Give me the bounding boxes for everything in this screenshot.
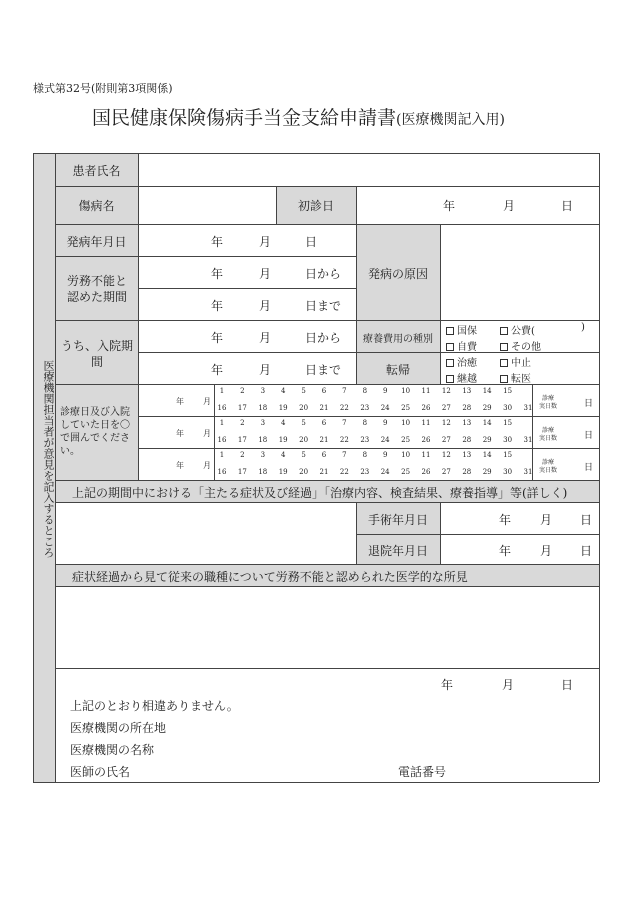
day-number[interactable]: 28 [462,468,472,476]
day-number[interactable]: 8 [362,419,368,427]
day-number[interactable]: 31 [523,468,533,476]
actual-days-label: 実日数 [539,435,558,442]
first-visit-label: 初診日 [297,199,334,213]
day-number[interactable]: 12 [441,387,451,395]
day-number[interactable]: 22 [339,468,349,476]
day-number[interactable]: 15 [503,419,513,427]
day-number[interactable]: 8 [362,387,368,395]
actual-days-label: 実日数 [539,403,558,410]
cost-kokuho-option[interactable] [446,322,477,337]
cause-field[interactable] [441,225,598,319]
work-from-month[interactable]: 月 [259,267,272,281]
outcome-cured-label: 治癒 [457,358,477,369]
hosp-from-year[interactable]: 年 [211,331,224,345]
day-number[interactable]: 30 [503,404,513,412]
border-right [599,153,600,782]
work-from-day[interactable]: 日から [305,267,342,281]
discharge-day[interactable]: 日 [580,544,593,558]
day-number[interactable]: 20 [299,468,309,476]
grid-line [55,186,599,187]
day-number[interactable]: 25 [401,404,411,412]
day-number[interactable]: 20 [299,404,309,412]
day-number[interactable]: 3 [260,451,266,459]
actual-days-unit[interactable]: 日 [584,399,594,409]
day-number[interactable]: 23 [360,404,370,412]
outcome-stopped-label: 中止 [511,358,531,369]
day-number[interactable]: 19 [278,404,288,412]
day-number[interactable]: 7 [342,419,347,427]
page-title-main: 国民健康保険傷病手当金支給申請書 [92,107,397,129]
day-number[interactable]: 31 [523,404,533,412]
hospitalization-label: うち、入院期間 [60,339,133,369]
hosp-to-day[interactable]: 日まで [305,363,342,377]
day-number[interactable]: 6 [321,419,327,427]
day-number[interactable]: 15 [503,387,513,395]
day-number[interactable]: 22 [339,436,349,444]
day-number[interactable]: 11 [421,387,431,395]
outcome-stopped-option[interactable] [500,354,531,369]
checkbox-icon [500,359,508,367]
onset-day[interactable]: 日 [305,235,318,249]
day-number[interactable]: 27 [441,404,451,412]
sign-day[interactable]: 日 [561,678,574,692]
consult-month-year[interactable]: 年 [176,429,184,438]
day-number[interactable]: 7 [342,387,347,395]
day-number[interactable]: 17 [237,436,247,444]
phone-label: 電話番号 [398,765,447,779]
day-number[interactable]: 29 [482,436,492,444]
patient-name-field[interactable] [139,154,598,185]
grid-line [214,384,215,480]
first-visit-year[interactable]: 年 [443,199,456,213]
symptoms-header: 上記の期間中における「主たる症状及び経過」「治療内容、検査結果、療養指導」等(詳しく) [72,486,568,500]
consult-days-label: 診療日及び入院していた日を〇で囲んでください。 [60,407,130,457]
day-number[interactable]: 12 [441,419,451,427]
checkbox-icon [446,327,454,335]
actual-days-label: 実日数 [539,467,558,474]
day-number[interactable]: 17 [237,404,247,412]
hosp-from-month[interactable]: 月 [259,331,272,345]
checkbox-icon [446,375,454,383]
actual-days-label: 診療 [542,427,555,434]
grid-line [55,480,599,481]
cost-kouhi-label: 公費( [511,326,535,337]
day-number[interactable]: 8 [362,451,368,459]
day-number[interactable]: 6 [321,387,327,395]
day-number[interactable]: 19 [278,436,288,444]
day-number[interactable]: 1 [219,419,225,427]
grid-line [55,668,599,669]
day-number[interactable]: 5 [301,451,306,459]
day-number[interactable]: 13 [462,419,472,427]
work-to-month[interactable]: 月 [259,299,272,313]
outcome-cured-option[interactable] [446,354,477,369]
grid-line [356,534,599,535]
day-number[interactable]: 10 [401,419,411,427]
day-number[interactable]: 7 [342,451,347,459]
day-number[interactable]: 9 [382,451,388,459]
institution-name-label: 医療機関の名称 [70,743,155,757]
day-number[interactable]: 11 [421,419,431,427]
day-number[interactable]: 26 [421,404,431,412]
day-number[interactable]: 9 [382,419,388,427]
day-number[interactable]: 13 [462,451,472,459]
day-number[interactable]: 3 [260,419,266,427]
grid-line [138,416,599,417]
consult-month-month[interactable]: 月 [203,461,211,470]
cost-type-label: 療養費用の種別 [363,334,433,345]
day-number[interactable]: 3 [260,387,266,395]
consult-month-year[interactable]: 年 [176,461,184,470]
day-number[interactable]: 15 [503,451,513,459]
cost-jihi-option[interactable] [446,338,477,353]
day-number[interactable]: 1 [219,387,225,395]
day-number[interactable]: 31 [523,436,533,444]
grid-line [55,320,599,321]
day-number[interactable]: 25 [401,436,411,444]
symptoms-field[interactable] [56,503,355,563]
day-number[interactable]: 25 [401,468,411,476]
day-number[interactable]: 26 [421,468,431,476]
day-number[interactable]: 16 [217,468,227,476]
first-visit-month[interactable]: 月 [503,199,516,213]
cost-kouhi-option[interactable] [500,322,535,337]
cost-kokuho-label: 国保 [457,326,477,337]
day-number[interactable]: 23 [360,468,370,476]
surgery-day[interactable]: 日 [580,513,593,527]
sign-month[interactable]: 月 [502,678,515,692]
checkbox-icon [500,327,508,335]
day-number[interactable]: 30 [503,436,513,444]
onset-label: 発病年月日 [66,235,127,249]
institution-address-label: 医療機関の所在地 [70,721,167,735]
day-number[interactable]: 21 [319,468,329,476]
actual-days-label: 診療 [542,459,555,466]
day-number[interactable]: 20 [299,436,309,444]
day-number[interactable]: 16 [217,404,227,412]
grid-line [138,448,599,449]
day-number[interactable]: 1 [219,451,225,459]
day-number[interactable]: 4 [280,451,286,459]
actual-days-unit[interactable]: 日 [584,463,594,473]
day-number[interactable]: 29 [482,404,492,412]
opinion-field[interactable] [56,587,598,667]
day-number[interactable]: 30 [503,468,513,476]
checkbox-icon [500,343,508,351]
certify-text: 上記のとおり相違ありません。 [70,699,239,713]
discharge-label: 退院年月日 [367,544,428,558]
checkbox-icon [500,375,508,383]
sign-year[interactable]: 年 [441,678,454,692]
cost-jihi-label: 自費 [457,342,477,353]
day-number[interactable]: 6 [321,451,327,459]
consult-month-year[interactable]: 年 [176,397,184,406]
checkbox-icon [446,343,454,351]
day-number[interactable]: 28 [462,436,472,444]
grid-line [356,186,357,384]
grid-line [138,288,356,289]
injury-label: 傷病名 [78,199,115,213]
day-number[interactable]: 2 [240,419,245,427]
day-number[interactable]: 18 [258,436,268,444]
day-number[interactable]: 17 [237,468,247,476]
hosp-to-month[interactable]: 月 [259,363,272,377]
day-number[interactable]: 24 [380,404,390,412]
side-label: 医療機関担当者が意見を記入するところ [42,360,55,558]
surgery-month[interactable]: 月 [540,513,553,527]
day-number[interactable]: 18 [258,404,268,412]
cost-other-option[interactable] [500,338,541,353]
outcome-continued-option[interactable] [446,370,477,385]
surgery-label: 手術年月日 [367,513,428,527]
day-number[interactable]: 14 [482,451,492,459]
checkbox-icon [446,359,454,367]
day-number[interactable]: 26 [421,436,431,444]
patient-name-label: 患者氏名 [72,164,121,178]
day-number[interactable]: 16 [217,436,227,444]
day-number[interactable]: 9 [382,387,388,395]
day-number[interactable]: 21 [319,436,329,444]
day-number[interactable]: 14 [482,387,492,395]
day-number[interactable]: 5 [301,419,306,427]
outcome-continued-label: 継越 [457,374,477,385]
day-number[interactable]: 29 [482,468,492,476]
day-number[interactable]: 21 [319,404,329,412]
injury-field[interactable] [139,187,275,223]
onset-year[interactable]: 年 [211,235,224,249]
day-number[interactable]: 10 [401,387,411,395]
grid-line [55,564,599,565]
cost-other-label: その他 [511,342,541,353]
day-number[interactable]: 10 [401,451,411,459]
day-number[interactable]: 2 [240,387,245,395]
outcome-label: 転帰 [385,363,410,377]
outcome-transfer-option[interactable] [500,370,531,385]
day-number[interactable]: 18 [258,468,268,476]
day-number[interactable]: 19 [278,468,288,476]
page-title [92,103,505,130]
work-to-day[interactable]: 日まで [305,299,342,313]
day-number[interactable]: 4 [280,419,286,427]
surgery-year[interactable]: 年 [499,513,512,527]
doctor-name-label: 医師の氏名 [70,765,131,779]
discharge-year[interactable]: 年 [499,544,512,558]
day-number[interactable]: 12 [441,451,451,459]
day-number[interactable]: 14 [482,419,492,427]
grid-line [532,384,533,480]
day-number[interactable]: 27 [441,468,451,476]
cause-label: 発病の原因 [367,267,428,281]
actual-days-label: 診療 [542,395,555,402]
form-number: 様式第32号(附則第3項関係) [33,82,173,95]
day-number[interactable]: 4 [280,387,286,395]
work-to-year[interactable]: 年 [211,299,224,313]
outcome-transfer-label: 転医 [511,374,531,385]
discharge-month[interactable]: 月 [540,544,553,558]
actual-days-unit[interactable]: 日 [584,431,594,441]
first-visit-day[interactable]: 日 [561,199,574,213]
opinion-header: 症状経過から見て従来の職種について労務不能と認められた医学的な所見 [72,570,468,584]
day-number[interactable]: 5 [301,387,306,395]
day-number[interactable]: 23 [360,436,370,444]
day-number[interactable]: 11 [421,451,431,459]
hosp-from-day[interactable]: 日から [305,331,342,345]
work-from-year[interactable]: 年 [211,267,224,281]
work-disability-label: 労務不能と認めた期間 [66,274,127,304]
onset-month[interactable]: 月 [259,235,272,249]
hosp-to-year[interactable]: 年 [211,363,224,377]
day-number[interactable]: 13 [462,387,472,395]
day-number[interactable]: 24 [380,436,390,444]
grid-line [55,256,356,257]
day-number[interactable]: 28 [462,404,472,412]
day-number[interactable]: 22 [339,404,349,412]
cost-kouhi-close: ) [581,322,585,333]
day-number[interactable]: 27 [441,436,451,444]
grid-line [440,502,441,564]
consult-month-month[interactable]: 月 [203,397,211,406]
consult-month-month[interactable]: 月 [203,429,211,438]
border-bottom [33,782,599,783]
day-number[interactable]: 2 [240,451,245,459]
page-title-suffix: (医療機関記入用) [396,112,505,128]
day-number[interactable]: 24 [380,468,390,476]
